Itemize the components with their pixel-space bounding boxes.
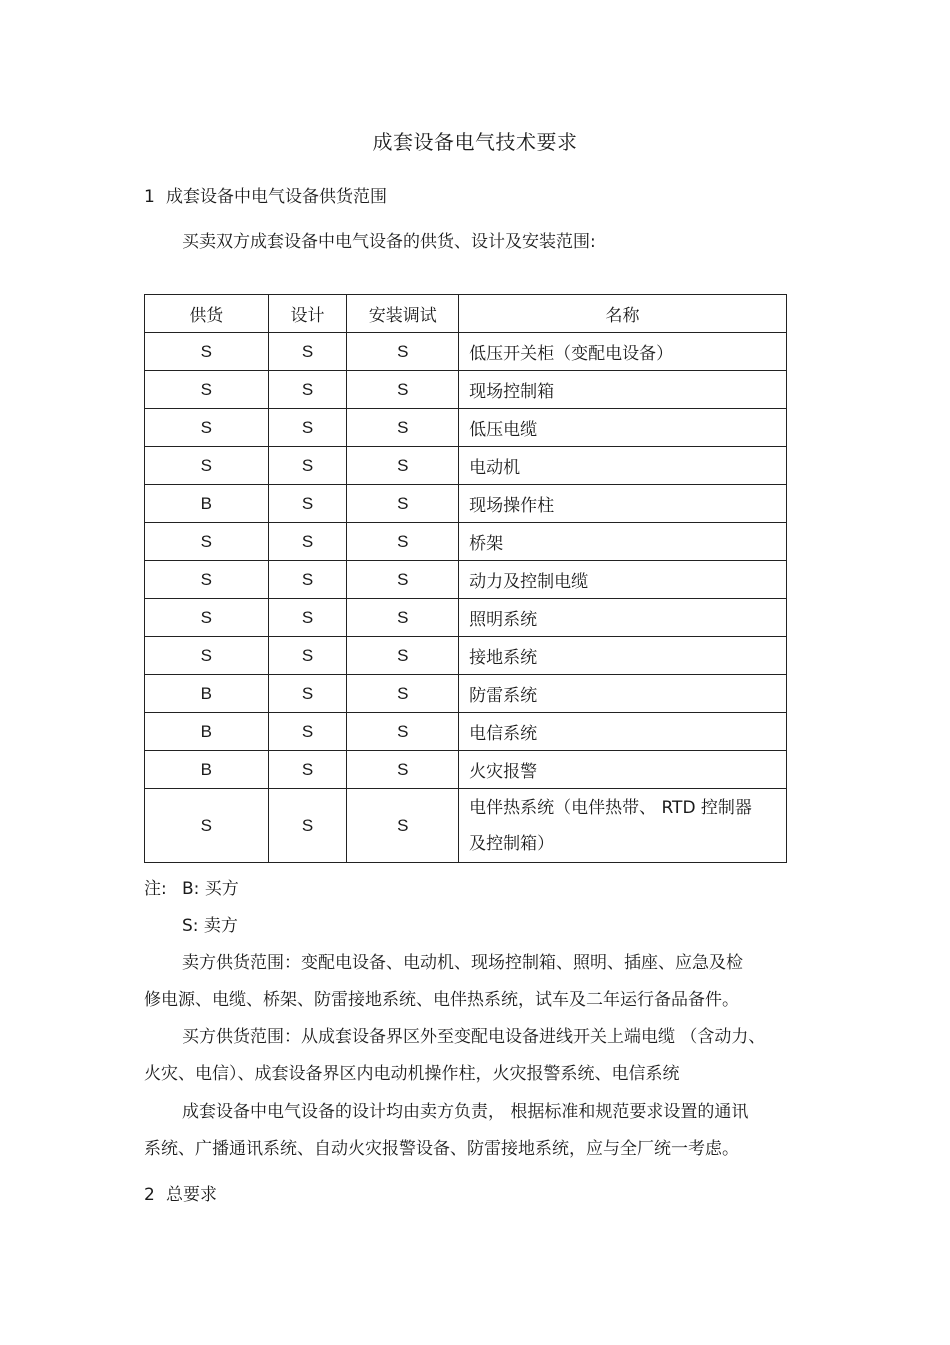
page-title: 成套设备电气技术要求 — [372, 130, 578, 154]
cell-name-line-1: 电伴热系统（电伴热带、 RTD 控制器 — [469, 797, 752, 818]
header-design: 设计 — [268, 295, 347, 333]
table-header-row — [145, 295, 787, 333]
cell-install: S — [347, 561, 459, 599]
cell-install: S — [347, 713, 459, 751]
cell-supply: B — [145, 713, 269, 751]
seller-scope-line-1: 卖方供货范围：变配电设备、电动机、现场控制箱、照明、插座、应急及检 — [182, 953, 743, 973]
table-row — [145, 599, 787, 637]
cell-name: 低压开关柜（变配电设备） — [459, 333, 787, 371]
cell-install: S — [347, 599, 459, 637]
cell-install: S — [347, 523, 459, 561]
header-supply: 供货 — [145, 295, 269, 333]
table-row — [145, 675, 787, 713]
table-row — [145, 409, 787, 447]
cell-design: S — [268, 789, 347, 863]
cell-name-line-2: 及控制箱） — [469, 833, 555, 854]
cell-install: S — [347, 333, 459, 371]
cell-install: S — [347, 409, 459, 447]
cell-supply: S — [145, 333, 269, 371]
supply-scope-table — [144, 294, 787, 863]
note-seller: S: 卖方 — [182, 916, 238, 936]
table-row — [145, 713, 787, 751]
cell-name: 动力及控制电缆 — [459, 561, 787, 599]
cell-install: S — [347, 371, 459, 409]
cell-supply: B — [145, 485, 269, 523]
cell-design: S — [268, 485, 347, 523]
section-1-intro: 买卖双方成套设备中电气设备的供货、设计及安装范围: — [182, 232, 596, 252]
cell-install: S — [347, 789, 459, 863]
cell-supply: S — [145, 561, 269, 599]
cell-name: 防雷系统 — [459, 675, 787, 713]
cell-name: 低压电缆 — [459, 409, 787, 447]
cell-name: 火灾报警 — [459, 751, 787, 789]
cell-supply: S — [145, 599, 269, 637]
cell-design: S — [268, 371, 347, 409]
section-1-heading — [144, 182, 387, 207]
section-1-title: 成套设备中电气设备供货范围 — [166, 187, 387, 207]
cell-install: S — [347, 447, 459, 485]
table-row — [145, 485, 787, 523]
cell-design: S — [268, 713, 347, 751]
table-row — [145, 447, 787, 485]
cell-name — [459, 789, 787, 863]
cell-name: 接地系统 — [459, 637, 787, 675]
cell-design: S — [268, 333, 347, 371]
cell-supply: S — [145, 789, 269, 863]
cell-install: S — [347, 637, 459, 675]
cell-design: S — [268, 637, 347, 675]
note-buyer: B: 买方 — [182, 879, 239, 899]
table-row — [145, 751, 787, 789]
table-row — [145, 523, 787, 561]
cell-design: S — [268, 751, 347, 789]
table-row — [145, 371, 787, 409]
cell-design: S — [268, 675, 347, 713]
section-2-number: 2 — [144, 1185, 155, 1205]
buyer-scope-line-2: 火灾、电信）、成套设备界区内电动机操作柱，火灾报警系统、电信系统 — [144, 1064, 680, 1084]
table-row — [145, 789, 787, 863]
cell-name: 现场操作柱 — [459, 485, 787, 523]
cell-supply: S — [145, 447, 269, 485]
section-2-title: 总要求 — [166, 1185, 217, 1205]
cell-design: S — [268, 523, 347, 561]
section-1-number: 1 — [144, 187, 155, 207]
section-2-heading — [144, 1180, 217, 1205]
table-row — [145, 333, 787, 371]
cell-install: S — [347, 675, 459, 713]
cell-design: S — [268, 409, 347, 447]
cell-install: S — [347, 485, 459, 523]
table-row — [145, 637, 787, 675]
cell-design: S — [268, 599, 347, 637]
cell-name: 桥架 — [459, 523, 787, 561]
design-line-2: 系统、广播通讯系统、自动火灾报警设备、防雷接地系统，应与全厂统一考虑。 — [144, 1139, 739, 1159]
cell-supply: S — [145, 523, 269, 561]
cell-supply: B — [145, 675, 269, 713]
header-install: 安装调试 — [347, 295, 459, 333]
cell-supply: B — [145, 751, 269, 789]
cell-name: 电动机 — [459, 447, 787, 485]
note-prefix: 注: — [144, 879, 167, 899]
cell-design: S — [268, 447, 347, 485]
cell-name: 照明系统 — [459, 599, 787, 637]
buyer-scope-line-1: 买方供货范围：从成套设备界区外至变配电设备进线开关上端电缆 （含动力、 — [182, 1027, 766, 1047]
cell-name: 电信系统 — [459, 713, 787, 751]
cell-supply: S — [145, 409, 269, 447]
cell-supply: S — [145, 371, 269, 409]
seller-scope-line-2: 修电源、电缆、桥架、防雷接地系统、电伴热系统，试车及二年运行备品备件。 — [144, 990, 739, 1010]
cell-install: S — [347, 751, 459, 789]
cell-design: S — [268, 561, 347, 599]
design-line-1: 成套设备中电气设备的设计均由卖方负责， 根据标准和规范要求设置的通讯 — [182, 1102, 749, 1122]
cell-supply: S — [145, 637, 269, 675]
header-name: 名称 — [459, 295, 787, 333]
cell-name: 现场控制箱 — [459, 371, 787, 409]
table-row — [145, 561, 787, 599]
